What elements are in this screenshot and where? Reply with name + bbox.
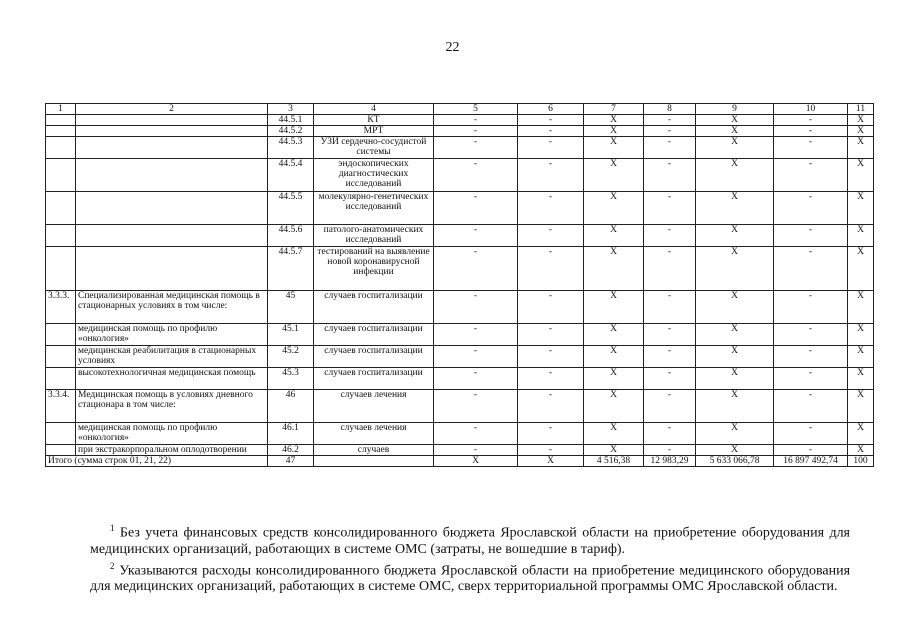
table-cell-c8: -: [644, 445, 696, 456]
table-cell-unit: патолого-анатомических исследований: [314, 225, 434, 247]
table-cell-c7: X: [584, 445, 644, 456]
table-cell-c9: X: [696, 247, 774, 291]
table-cell-c7: X: [584, 192, 644, 225]
table-cell-no: [46, 159, 76, 192]
table-row: [46, 115, 874, 126]
table-cell-c10: -: [774, 115, 848, 126]
table-cell-name: [76, 137, 268, 159]
table-cell-unit: эндоскопических диагностических исследований: [314, 159, 434, 192]
table-cell-c10: -: [774, 137, 848, 159]
table-cell-c5: -: [434, 346, 518, 368]
table-cell-c7: X: [584, 423, 644, 445]
table-cell-c8: -: [644, 126, 696, 137]
table-cell-c7: X: [584, 346, 644, 368]
table-cell-c9: X: [696, 225, 774, 247]
table-cell-c11: X: [848, 291, 874, 324]
table-row: [46, 247, 874, 291]
table-cell-c5: -: [434, 390, 518, 423]
table-cell-c9: X: [696, 346, 774, 368]
table-cell-c9: X: [696, 324, 774, 346]
footnote-2: $^2$ Указываются расходы консолидированного бюджета Ярославской области на приобретение медицинского оборудования для медицинских организаций, работающих в системе ОМС, сверх территориальной программы ОМС Ярославской области.: [90, 560, 851, 595]
header-cell: 6: [518, 104, 584, 115]
table-cell-c6: -: [518, 324, 584, 346]
table-cell-c10: -: [774, 423, 848, 445]
table-cell-code: 44.5.3: [268, 137, 314, 159]
header-cell: 7: [584, 104, 644, 115]
table-cell-c5: -: [434, 247, 518, 291]
table-row: [46, 368, 874, 390]
table-cell-name: [76, 159, 268, 192]
table-cell-no: [46, 137, 76, 159]
table-row: [46, 137, 874, 159]
table-cell-no: [46, 423, 76, 445]
table-cell-unit: КТ: [314, 115, 434, 126]
table-cell-code: 46: [268, 390, 314, 423]
table-cell-c10: -: [774, 390, 848, 423]
table-cell-c7: X: [584, 225, 644, 247]
table-cell-c10: -: [774, 225, 848, 247]
table-cell-c7: X: [584, 368, 644, 390]
total-cell-code: 47: [268, 456, 314, 467]
table-cell-name: высокотехнологичная медицинская помощь: [76, 368, 268, 390]
table-cell-name: медицинская помощь по профилю «онкология»: [76, 324, 268, 346]
table-cell-c7: X: [584, 159, 644, 192]
table-cell-c8: -: [644, 192, 696, 225]
table-cell-unit: тестирований на выявление новой коронавирусной инфекции: [314, 247, 434, 291]
table-cell-c11: X: [848, 247, 874, 291]
table-cell-name: [76, 247, 268, 291]
table-cell-c11: X: [848, 192, 874, 225]
table-row: [46, 159, 874, 192]
table-cell-unit: молекулярно-генетических исследований: [314, 192, 434, 225]
total-cell-c7: 4 516,38: [584, 456, 644, 467]
table-cell-name: [76, 225, 268, 247]
table-cell-c11: X: [848, 137, 874, 159]
total-label: Итого (сумма строк 01, 21, 22): [46, 456, 268, 467]
table-cell-c8: -: [644, 159, 696, 192]
table-cell-c6: -: [518, 159, 584, 192]
table-cell-c6: -: [518, 115, 584, 126]
table-cell-c9: X: [696, 137, 774, 159]
table-cell-c7: X: [584, 390, 644, 423]
table-cell-c11: X: [848, 225, 874, 247]
table-cell-code: 44.5.4: [268, 159, 314, 192]
table-cell-c5: -: [434, 324, 518, 346]
table-cell-c8: -: [644, 247, 696, 291]
page-number: 22: [445, 40, 460, 55]
table-cell-c6: -: [518, 126, 584, 137]
table-cell-code: 46.2: [268, 445, 314, 456]
table-cell-code: 44.5.7: [268, 247, 314, 291]
total-cell-c6: X: [518, 456, 584, 467]
table-cell-c11: X: [848, 390, 874, 423]
table-cell-c10: -: [774, 192, 848, 225]
table-cell-c11: X: [848, 346, 874, 368]
table-cell-no: [46, 247, 76, 291]
table-cell-c11: X: [848, 115, 874, 126]
header-cell: 4: [314, 104, 434, 115]
table-cell-code: 44.5.5: [268, 192, 314, 225]
table-cell-c9: X: [696, 390, 774, 423]
table-cell-no: [46, 346, 76, 368]
table-cell-code: 44.5.6: [268, 225, 314, 247]
table-cell-c7: X: [584, 115, 644, 126]
table-row: [46, 346, 874, 368]
table-cell-no: [46, 225, 76, 247]
table-cell-no: 3.3.3.: [46, 291, 76, 324]
table-cell-no: [46, 368, 76, 390]
table-cell-c5: -: [434, 126, 518, 137]
table-cell-code: 44.5.2: [268, 126, 314, 137]
table-cell-c10: -: [774, 159, 848, 192]
table-cell-c6: -: [518, 192, 584, 225]
table-cell-c7: X: [584, 324, 644, 346]
table-cell-no: 3.3.4.: [46, 390, 76, 423]
table-cell-c10: -: [774, 324, 848, 346]
total-cell-c11: 100: [848, 456, 874, 467]
table-cell-c8: -: [644, 225, 696, 247]
header-cell: 8: [644, 104, 696, 115]
table-row: [46, 390, 874, 423]
footnotes: [90, 520, 850, 595]
table-cell-c8: -: [644, 390, 696, 423]
table-cell-c11: X: [848, 445, 874, 456]
table-cell-c5: -: [434, 159, 518, 192]
table-cell-c6: -: [518, 390, 584, 423]
table-cell-name: медицинская помощь по профилю «онкология»: [76, 423, 268, 445]
table-cell-c7: X: [584, 126, 644, 137]
table-cell-c10: -: [774, 291, 848, 324]
table-cell-code: 45.2: [268, 346, 314, 368]
table-cell-c5: -: [434, 423, 518, 445]
table-cell-c9: X: [696, 291, 774, 324]
table-cell-c10: -: [774, 368, 848, 390]
table-cell-c6: -: [518, 423, 584, 445]
table-cell-c9: X: [696, 192, 774, 225]
table-cell-no: [46, 126, 76, 137]
total-cell-unit: [314, 456, 434, 467]
table-cell-c9: X: [696, 423, 774, 445]
header-cell: 2: [76, 104, 268, 115]
footnote-1: $^1$ Без учета финансовых средств консолидированного бюджета Ярославской области на приобретение оборудования для медицинских организаций, работающих в системе ОМС (затраты, не вошедшие в тариф).: [90, 523, 851, 557]
table-cell-c11: X: [848, 126, 874, 137]
table-cell-c7: X: [584, 291, 644, 324]
table-cell-c11: X: [848, 159, 874, 192]
table-cell-c5: -: [434, 115, 518, 126]
table-row: [46, 126, 874, 137]
total-cell-c8: 12 983,29: [644, 456, 696, 467]
table-cell-code: 45.3: [268, 368, 314, 390]
table-cell-c11: X: [848, 368, 874, 390]
table-cell-no: [46, 445, 76, 456]
table-cell-c7: X: [584, 137, 644, 159]
table-cell-c5: -: [434, 291, 518, 324]
table-cell-code: 45: [268, 291, 314, 324]
table-row: [46, 291, 874, 324]
table-cell-c8: -: [644, 324, 696, 346]
table-cell-c6: -: [518, 137, 584, 159]
table-cell-c9: X: [696, 126, 774, 137]
table-cell-c6: -: [518, 346, 584, 368]
table-cell-c6: -: [518, 368, 584, 390]
table-cell-name: [76, 115, 268, 126]
table-row: [46, 445, 874, 456]
table-cell-c10: -: [774, 346, 848, 368]
table-cell-c5: -: [434, 137, 518, 159]
table-cell-c9: X: [696, 159, 774, 192]
table-cell-code: 44.5.1: [268, 115, 314, 126]
table-cell-unit: случаев госпитализации: [314, 291, 434, 324]
table-cell-unit: случаев: [314, 445, 434, 456]
table-cell-c8: -: [644, 291, 696, 324]
table-cell-c8: -: [644, 368, 696, 390]
table-cell-c9: X: [696, 445, 774, 456]
header-cell: 3: [268, 104, 314, 115]
total-cell-c5: X: [434, 456, 518, 467]
table-cell-unit: случаев госпитализации: [314, 324, 434, 346]
table-cell-c9: X: [696, 368, 774, 390]
table-cell-c5: -: [434, 192, 518, 225]
table-cell-code: 46.1: [268, 423, 314, 445]
table-cell-c5: -: [434, 368, 518, 390]
table-cell-c6: -: [518, 291, 584, 324]
table-row: [46, 423, 874, 445]
table-cell-c6: -: [518, 445, 584, 456]
table-cell-c10: -: [774, 445, 848, 456]
table-cell-c9: X: [696, 115, 774, 126]
table-cell-unit: случаев лечения: [314, 390, 434, 423]
table-cell-c6: -: [518, 225, 584, 247]
table-cell-code: 45.1: [268, 324, 314, 346]
total-cell-c9: 5 633 066,78: [696, 456, 774, 467]
table-row: [46, 192, 874, 225]
table-cell-unit: случаев госпитализации: [314, 368, 434, 390]
table-cell-c5: -: [434, 445, 518, 456]
table-cell-name: [76, 192, 268, 225]
table-row: [46, 324, 874, 346]
total-row: [46, 456, 874, 467]
table-cell-c10: -: [774, 126, 848, 137]
table-cell-c8: -: [644, 115, 696, 126]
table-cell-unit: случаев лечения: [314, 423, 434, 445]
table-cell-no: [46, 324, 76, 346]
header-cell: 5: [434, 104, 518, 115]
total-cell-c10: 16 897 492,74: [774, 456, 848, 467]
table-row: [46, 225, 874, 247]
table-cell-name: Медицинская помощь в условиях дневного стационара в том числе:: [76, 390, 268, 423]
table-cell-unit: случаев госпитализации: [314, 346, 434, 368]
table-cell-c8: -: [644, 137, 696, 159]
table-cell-c10: -: [774, 247, 848, 291]
table-cell-name: Специализированная медицинская помощь в стационарных условиях в том числе:: [76, 291, 268, 324]
header-cell: 9: [696, 104, 774, 115]
table-cell-name: медицинская реабилитация в стационарных условиях: [76, 346, 268, 368]
table-cell-c11: X: [848, 423, 874, 445]
table-cell-name: при экстракорпоральном оплодотворении: [76, 445, 268, 456]
header-cell: 1: [46, 104, 76, 115]
table-cell-unit: МРТ: [314, 126, 434, 137]
table-cell-no: [46, 192, 76, 225]
table-cell-unit: УЗИ сердечно-сосудистой системы: [314, 137, 434, 159]
table-cell-c8: -: [644, 423, 696, 445]
table-cell-name: [76, 126, 268, 137]
header-row: [46, 104, 874, 115]
header-cell: 10: [774, 104, 848, 115]
table-cell-c6: -: [518, 247, 584, 291]
data-table: [45, 103, 874, 467]
table-cell-no: [46, 115, 76, 126]
table-cell-c5: -: [434, 225, 518, 247]
table-cell-c7: X: [584, 247, 644, 291]
table-cell-c11: X: [848, 324, 874, 346]
table-cell-c8: -: [644, 346, 696, 368]
header-cell: 11: [848, 104, 874, 115]
